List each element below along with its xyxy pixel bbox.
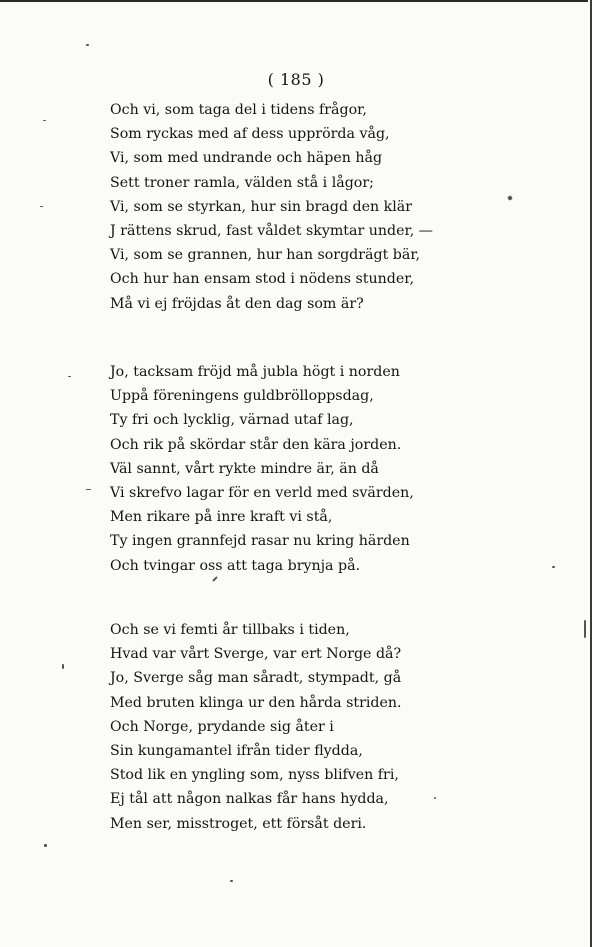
poem-line: Jo, Sverge såg man såradt, stympadt, gå — [110, 670, 402, 687]
poem-line: Ty fri och lycklig, värnad utaf lag, — [110, 412, 354, 429]
poem-line: Vi, som se grannen, hur han sorgdrägt bär, — [110, 247, 421, 264]
scan-speck — [230, 880, 233, 882]
poem-line: Och rik på skördar står den kära jorden. — [110, 436, 402, 453]
scan-speck — [507, 195, 512, 200]
scan-speck — [43, 120, 46, 121]
poem-line: Och se vi femti år tillbaks i tiden, — [110, 622, 350, 638]
poem-line: Må vi ej fröjdas åt den dag som är? — [110, 295, 364, 312]
poem-line: Uppå föreningens guldbrölloppsdag, — [110, 388, 374, 405]
page-top-rule — [0, 0, 588, 2]
poem-line: Sett troner ramla, välden stå i lågor; — [110, 174, 374, 191]
poem-line: Men rikare på inre kraft vi stå, — [110, 509, 333, 526]
poem-line: Ty ingen grannfejd rasar nu kring härden — [110, 533, 410, 550]
poem-line: Jo, tacksam fröjd må jubla högt i norden — [110, 364, 400, 380]
poem-line: Vi, som med undrande och häpen håg — [110, 150, 383, 167]
poem-line: Men ser, misstroget, ett försåt deri. — [110, 815, 367, 832]
poem-line: Vi, som se styrkan, hur sin bragd den klär — [110, 198, 413, 215]
scan-speck — [44, 844, 47, 847]
stanza-2 — [110, 360, 490, 578]
scan-speck — [584, 620, 586, 638]
poem-line: Vi skrefvo lagar för en verld med svärden, — [110, 484, 414, 501]
poem-line: Hvad var vårt Sverge, var ert Norge då? — [110, 646, 402, 663]
poem-line: Ej tål att någon nalkas får hans hydda, — [110, 791, 389, 808]
stanza-1 — [110, 98, 490, 316]
scan-speck — [552, 566, 555, 568]
page-number: ( 185 ) — [267, 70, 325, 89]
poem-line: Stod lik en yngling som, nyss blifven fri, — [110, 767, 399, 784]
scan-speck — [86, 44, 89, 46]
scan-speck — [68, 376, 71, 377]
poem-line: Väl sannt, vårt rykte mindre är, än då — [110, 460, 379, 477]
poem-line: Och vi, som taga del i tidens frågor, — [110, 102, 367, 118]
poem-line: Sin kungamantel ifrån tider flydda, — [110, 742, 363, 759]
poem-line: J rättens skrud, fast våldet skymtar under, — — [110, 222, 433, 239]
poem-line: Med bruten klinga ur den hårda striden. — [110, 694, 402, 711]
stanza-3 — [110, 618, 490, 836]
scan-speck — [86, 489, 91, 490]
scan-speck — [434, 797, 436, 799]
scan-speck — [40, 206, 43, 207]
poem-line: Och hur han ensam stod i nödens stunder, — [110, 271, 414, 288]
poem-line: Och Norge, prydande sig åter i — [110, 718, 334, 735]
poem-line: Som ryckas med af dess upprörda våg, — [110, 126, 390, 143]
poem-line: Och tvingar oss att taga brynja på. — [110, 557, 361, 574]
scan-speck — [62, 664, 64, 669]
